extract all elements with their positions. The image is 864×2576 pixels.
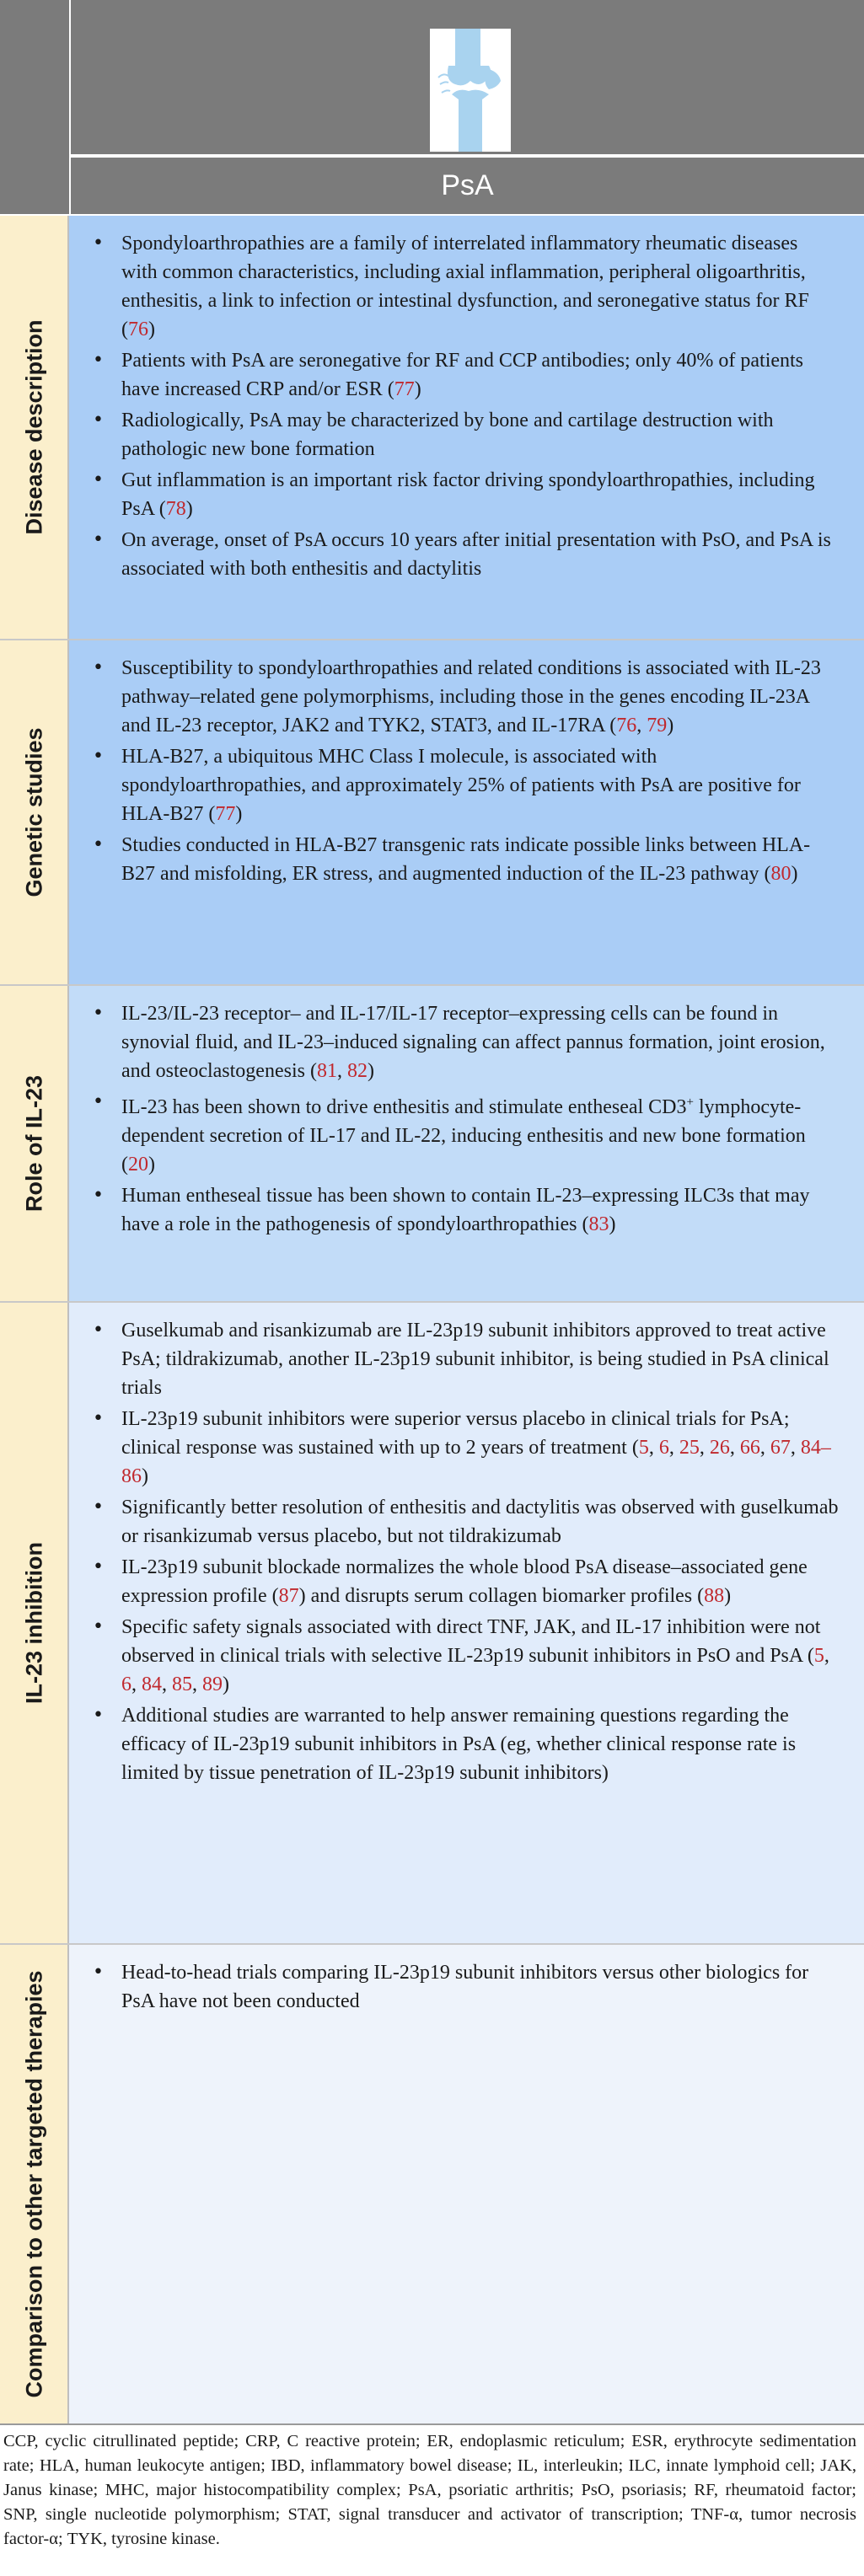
reference-link[interactable]: 83 bbox=[588, 1213, 609, 1235]
row-comparison bbox=[0, 1945, 864, 2423]
reference-link[interactable]: 76 bbox=[616, 715, 637, 736]
list-item: • Significantly better resolution of enthesitis and dactylitis was observed with guselkumab or risankizumab versus placebo, but not tildrakizumab bbox=[121, 1493, 839, 1550]
row-il23-inhibition bbox=[0, 1303, 864, 1943]
reference-link[interactable]: 77 bbox=[215, 803, 236, 825]
row-body bbox=[69, 216, 864, 639]
list-item: • Radiologically, PsA may be characterized by bone and cartilage destruction with pathologic new bone formation bbox=[121, 406, 839, 463]
reference-link[interactable]: 25 bbox=[679, 1437, 700, 1459]
reference-link[interactable]: 5 bbox=[813, 1645, 824, 1667]
reference-link[interactable]: 66 bbox=[739, 1437, 760, 1459]
list-item: • Specific safety signals associated with direct TNF, JAK, and IL-17 inhibition were not observed in clinical trials with selective IL-23p19 subunit inhibitors in PsO and PsA (5, 6, 84, 85, 89) bbox=[121, 1613, 839, 1699]
row-body bbox=[69, 986, 864, 1301]
row-label: Comparison to other targeted therapies bbox=[21, 1970, 47, 2398]
row-body bbox=[69, 640, 864, 984]
header-icon-box bbox=[430, 29, 511, 152]
list-item: • IL-23p19 subunit inhibitors were superior versus placebo in clinical trials for PsA; clinical response was sustained with up to 2 years of treatment (5, 6, 25, 26, 66, 67, 84–86) bbox=[121, 1405, 839, 1491]
row-label-cell bbox=[0, 1303, 69, 1943]
reference-link[interactable]: 85 bbox=[172, 1674, 192, 1695]
reference-link[interactable]: 82 bbox=[346, 1060, 368, 1082]
reference-link[interactable]: 78 bbox=[165, 498, 186, 520]
row-role-of-il23 bbox=[0, 986, 864, 1301]
row-label-cell bbox=[0, 640, 69, 984]
row-label: IL-23 inhibition bbox=[21, 1542, 47, 1704]
row-label: Role of IL-23 bbox=[21, 1074, 47, 1213]
list-item: • Human entheseal tissue has been shown to contain IL-23–expressing ILC3s that may have a role in the pathogenesis of spondyloarthropathies (83) bbox=[121, 1181, 839, 1239]
row-label-cell bbox=[0, 216, 69, 639]
reference-link[interactable]: 79 bbox=[647, 715, 668, 736]
header-title-band bbox=[71, 156, 864, 214]
reference-link[interactable]: 20 bbox=[128, 1154, 148, 1176]
row-label: Disease description bbox=[21, 319, 47, 535]
reference-link[interactable]: 84 bbox=[142, 1674, 162, 1695]
reference-link[interactable]: 89 bbox=[202, 1674, 223, 1695]
list-item: • Guselkumab and risankizumab are IL-23p19 subunit inhibitors approved to treat active PsA; tildrakizumab, another IL-23p19 subunit inhibitor, is being studied in PsA clinical trials bbox=[121, 1316, 839, 1402]
list-item: • IL-23 has been shown to drive enthesitis and stimulate entheseal CD3+ lymphocyte-dependent secretion of IL-17 and IL-22, inducing enthesitis and new bone formation (20) bbox=[121, 1088, 839, 1179]
reference-link[interactable]: 77 bbox=[394, 378, 415, 400]
list-item: • Gut inflammation is an important risk factor driving spondyloarthropathies, including PsA (78) bbox=[121, 466, 839, 523]
list-item: • Spondyloarthropathies are a family of interrelated inflammatory rheumatic diseases with common characteristics, including axial inflammation, peripheral oligoarthritis, enthesitis, a link to infection or intestinal dysfunction, and seronegative status for RF (76) bbox=[121, 229, 839, 344]
reference-link[interactable]: 6 bbox=[658, 1437, 669, 1459]
reference-link[interactable]: 67 bbox=[770, 1437, 791, 1459]
row-genetic-studies bbox=[0, 640, 864, 984]
reference-link[interactable]: 81 bbox=[316, 1060, 337, 1082]
table-footnote: CCP, cyclic citrullinated peptide; CRP, C reactive protein; ER, endoplasmic reticulum; ESR, erythrocyte sedimentation rate; HLA, human leukocyte antigen; IBD, inflammatory bowel disease; IL, interleukin; ILC, innate lymphoid cell; JAK, Janus kinase; MHC, major histocompatibility complex; PsA, psoriatic arthritis; PsO, psoriasis; RF, rheumatoid factor; SNP, single nucleotide polymorphism; STAT, signal transducer and activator of transcription; TNF-α, tumor necrosis factor-α; TYK, tyrosine kinase. bbox=[3, 2432, 856, 2548]
row-label-cell bbox=[0, 986, 69, 1301]
list-item: • Studies conducted in HLA-B27 transgenic rats indicate possible links between HLA-B27 and misfolding, ER stress, and augmented induction of the IL-23 pathway (80) bbox=[121, 831, 839, 888]
table-bottom-rule bbox=[0, 2423, 864, 2425]
reference-link[interactable]: 6 bbox=[121, 1674, 131, 1695]
row-body bbox=[69, 1303, 864, 1943]
column-title: PsA bbox=[441, 169, 494, 201]
reference-link[interactable]: 80 bbox=[770, 863, 792, 885]
row-label: Genetic studies bbox=[21, 727, 47, 897]
row-disease-description bbox=[0, 216, 864, 639]
list-item: • Head-to-head trials comparing IL-23p19 subunit inhibitors versus other biologics for PsA have not been conducted bbox=[121, 1958, 839, 2016]
list-item: • Susceptibility to spondyloarthropathies and related conditions is associated with IL-23 pathway–related gene polymorphisms, including those in the genes encoding IL-23A and IL-23 receptor, JAK2 and TYK2, STAT3, and IL-17RA (76, 79) bbox=[121, 654, 839, 740]
header-corner bbox=[0, 0, 69, 214]
reference-link[interactable]: 76 bbox=[128, 319, 148, 340]
reference-link[interactable]: 5 bbox=[638, 1437, 649, 1459]
row-body bbox=[69, 1945, 864, 2423]
reference-link[interactable]: 87 bbox=[278, 1585, 299, 1607]
list-item: • IL-23/IL-23 receptor– and IL-17/IL-17 receptor–expressing cells can be found in synovial fluid, and IL-23–induced signaling can affect pannus formation, joint erosion, and osteoclastogenesis (81, 82) bbox=[121, 999, 839, 1085]
list-item: • On average, onset of PsA occurs 10 years after initial presentation with PsO, and PsA is associated with both enthesitis and dactylitis bbox=[121, 526, 839, 583]
reference-link[interactable]: 84–86 bbox=[121, 1437, 831, 1487]
list-item: • HLA-B27, a ubiquitous MHC Class I molecule, is associated with spondyloarthropathies, and approximately 25% of patients with PsA are positive for HLA-B27 (77) bbox=[121, 742, 839, 828]
reference-link[interactable]: 88 bbox=[704, 1585, 725, 1607]
row-label-cell bbox=[0, 1945, 69, 2423]
reference-link[interactable]: 26 bbox=[709, 1437, 730, 1459]
list-item: • Additional studies are warranted to help answer remaining questions regarding the efficacy of IL-23p19 subunit inhibitors in PsA (eg, whether clinical response rate is limited by tissue penetration of IL-23p19 subunit inhibitors) bbox=[121, 1701, 839, 1787]
knee-joint-icon bbox=[430, 29, 511, 152]
list-item: • IL-23p19 subunit blockade normalizes the whole blood PsA disease–associated gene expression profile (87) and disrupts serum collagen biomarker profiles (88) bbox=[121, 1553, 839, 1610]
list-item: • Patients with PsA are seronegative for RF and CCP antibodies; only 40% of patients have increased CRP and/or ESR (77) bbox=[121, 346, 839, 404]
